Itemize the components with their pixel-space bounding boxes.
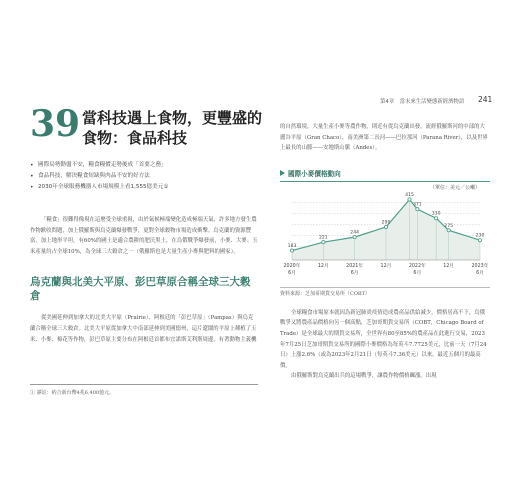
chapter-header (30, 103, 263, 156)
chapter-number: 39 (30, 103, 81, 145)
body-paragraph: 從美國延伸到加拿大的北美大平原（Prairie）、阿根廷的「彭巴草原」（Pampas）與烏克蘭合稱全球三大穀倉。北美大平原從加拿大中南部延伸到美國德州，這片遼闊的平原上種植了玉米、小麥、棉花等作物，彭巴草原主要分布在阿根廷首都布宜諾斯艾利斯周邊，有著動物主義機 (30, 315, 257, 343)
bullet-dot-icon: • (30, 173, 34, 180)
chart-x-tick-label: 6月 (350, 271, 359, 277)
body-paragraph: 的自然環境，大量生產小麥等農作物，則近有從烏克蘭出發，流經俄羅斯河的中部的大麗谷平原（Gran Chaco），南美洲第二長河——巴拉那河（Parana River），以及世界上最長的山脈——安地斯山脈（Andes）。 (280, 124, 488, 152)
chart-x-tick-label: 2023年 (471, 264, 489, 270)
body-paragraph: 「糧食」很難得像現在這麼受全球重視，由於氣候極端變化造成極端天氣，許多地方發生農作物歉收問題，加上俄羅斯與烏克蘭爆發戰爭，更對全球穀物市場造成衝擊。烏克蘭的資源豐富，加上地形平坦，有60%的國土是適合農耕的肥沃黑土，在烏俄戰爭爆發前，小麥、大麥、玉米產量約占全球10%，為全球三大穀倉之一（俄羅斯也是大量生產小麥與肥料的國家）。 (30, 217, 258, 255)
chart-container (280, 182, 490, 287)
chart-data-label: 230 (475, 233, 485, 239)
chart-data-label: 244 (350, 230, 360, 236)
chart-data-point (290, 249, 293, 252)
chart-data-label: 183 (287, 244, 297, 250)
chart-data-point (353, 236, 356, 239)
chart-heading (280, 168, 490, 178)
chart-data-label: 290 (381, 220, 391, 226)
chart-source: 資料來源：芝加哥期貨交易所（COBT） (280, 290, 370, 297)
bullet-dot-icon: • (30, 162, 34, 169)
footnote: ① 譯註：約合新台幣4兆6,400億元。 (30, 384, 258, 397)
chart-data-point (447, 229, 450, 232)
chart-x-tick-label: 12月 (317, 264, 329, 270)
chart-data-label: 371 (412, 202, 422, 208)
chart-data-label: 330 (431, 211, 441, 217)
chart-data-label: 415 (405, 193, 414, 199)
chart-x-tick-label: 2020年 (283, 264, 301, 270)
chart-data-point (384, 226, 387, 229)
chart-heading-text: 國際小麥價格動向 (288, 169, 341, 178)
chart-data-point (435, 217, 438, 220)
chart-data-point (322, 241, 325, 244)
chart-x-tick-label: 6月 (476, 271, 484, 277)
page-number: 241 (478, 95, 493, 104)
wheat-price-chart (280, 182, 490, 287)
right-page (280, 122, 490, 382)
chart-data-label: 221 (318, 235, 328, 241)
chart-data-point (408, 198, 411, 201)
chart-x-tick-label: 6月 (413, 271, 422, 277)
bullet-item: • 2030年全球服務機器人市場規模上看1,555億美元① (30, 184, 169, 191)
body-paragraph: 全球糧食市場原本就因為新冠肺炎疫情造成農產品供給減少，價格居高不下，烏俄戰爭又將農產品價格向另一個高點，芝加哥期貨交易所（COBT，Chicago Board of Trade）是全球最大的期貨交易所，全世界有80至85%的農產品在此進行交易，2023年7月25日芝加哥期貨交易所的國際小麥價格為每英斗7.7725美元，比前一天（7月24日）上漲2.6%（或為2023年2月21日（每英斗7.36美元）以來，最近五個月的最高價。 (280, 309, 487, 369)
chart-x-tick-label: 2022年 (408, 264, 426, 270)
chart-x-tick-label: 6月 (288, 271, 296, 277)
bullet-item: • 食品科技，解決糧食短缺與肉品不安的好方法 (30, 173, 150, 180)
chart-x-tick-label: 2021年 (346, 264, 364, 270)
chapter-title: 當科技遇上食物，更豐盛的食物：食品科技 (82, 109, 263, 147)
left-page (30, 103, 263, 345)
chart-x-tick-label: 12月 (380, 264, 392, 270)
triangle-marker-icon (280, 170, 285, 176)
chart-x-tick-label: 12月 (443, 264, 455, 270)
chart-data-point (416, 208, 419, 211)
running-head: 第4章 當未來生活變態新經濟物語 (380, 99, 465, 105)
bullet-dot-icon: • (30, 184, 34, 191)
chart-data-point (478, 239, 481, 242)
body-paragraph: 由俄羅斯對烏克蘭出兵的這場戰爭，讓農作物價格飆漲。出現 (291, 373, 437, 380)
chart-unit-label: （單位：美元／公噸） (429, 185, 480, 192)
bullet-list (30, 160, 258, 193)
source-rule (280, 287, 490, 288)
bullet-item: • 國際局勢動盪不安，糧食糧價走勢後成「首要之務」 (30, 162, 167, 169)
section-heading: 烏克蘭與北美大平原、彭巴草原合稱全球三大穀倉 (30, 276, 251, 303)
chart-data-label: 275 (444, 223, 454, 229)
